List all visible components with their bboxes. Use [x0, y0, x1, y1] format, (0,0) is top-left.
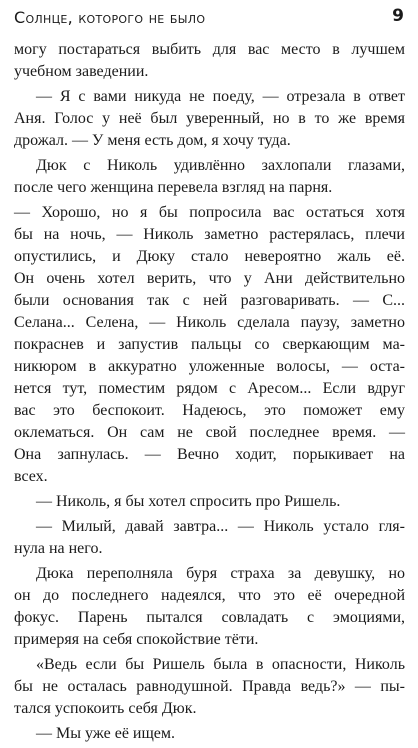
text-line: всех.: [14, 468, 48, 485]
text-line: никюром в аккуратно уложенные волосы, — оста-: [14, 358, 405, 375]
text-line: «Ведь если бы Ришель была в опасности, Николь: [36, 656, 405, 673]
paragraph: [14, 723, 405, 745]
text-line: — Мы уже её ищем.: [36, 725, 176, 742]
text-line: он до последнего надеялся, что это её очередной: [14, 587, 405, 604]
text-line: — Николь, я бы хотел спросить про Ришель.: [36, 493, 341, 510]
text-line: могу постараться выбить для вас место в лучшем: [14, 41, 405, 58]
paragraph: [14, 563, 405, 651]
text-line: бы не осталась равнодушной. Правда ведь?» — пы-: [14, 678, 405, 695]
page-number: 9: [392, 6, 404, 26]
text-line: тался успокоить себя Дюк.: [14, 700, 197, 717]
text-line: Он очень хотел верить, что у Ани действительно: [14, 270, 405, 287]
text-line: нется тут, поместим рядом с Аресом... Если вдруг: [14, 380, 405, 397]
paragraph: [14, 202, 405, 488]
text-line: — Я с вами никуда не поеду, — отрезала в ответ: [36, 88, 405, 105]
text-line: были основания так с ней разговаривать. — С...: [14, 292, 405, 309]
paragraph: [14, 516, 405, 560]
text-line: примеряя на себя спокойствие тёти.: [14, 631, 259, 648]
text-line: бы на ночь, — Николь заметно растерялась, плечи: [14, 226, 405, 243]
text-line: дрожал. — У меня есть дом, я хочу туда.: [14, 132, 291, 149]
text-line: Селана... Селена, — Николь сделала паузу, заметно: [14, 314, 405, 331]
paragraph: [14, 86, 405, 152]
text-line: опустились, и Дюку стало невероятно жаль её.: [14, 248, 405, 265]
body-text: [14, 39, 405, 748]
text-line: Аня. Голос у неё был уверенный, но в то же время: [14, 110, 405, 127]
text-line: после чего женщина перевела взгляд на парня.: [14, 179, 333, 196]
paragraph: [14, 654, 405, 720]
running-title: Солнце, которого не было: [14, 8, 206, 27]
text-line: Она запнулась. — Вечно ходит, порыкивает на: [14, 446, 405, 463]
text-line: вас это беспокоит. Надеюсь, это поможет ему: [14, 402, 405, 419]
text-line: учебном заведении.: [14, 63, 149, 80]
text-line: — Хорошо, но я бы попросила вас остаться хотя: [14, 204, 405, 221]
paragraph: [14, 491, 405, 513]
paragraph: [14, 155, 405, 199]
paragraph: [14, 39, 405, 83]
page-header: [14, 8, 404, 32]
text-line: — Милый, давай завтра... — Николь устало гля-: [36, 518, 405, 535]
text-line: Дюк с Николь удивлённо захлопали глазами,: [36, 157, 405, 174]
text-line: Дюка переполняла буря страха за девушку, но: [36, 565, 405, 582]
text-line: нула на него.: [14, 540, 103, 557]
text-line: покраснев и запустив пальцы со сверкающим ма-: [14, 336, 405, 353]
text-line: фокус. Парень пытался совладать с эмоциями,: [14, 609, 405, 626]
text-line: оклематься. Он сам не свой последнее время. —: [14, 424, 405, 441]
